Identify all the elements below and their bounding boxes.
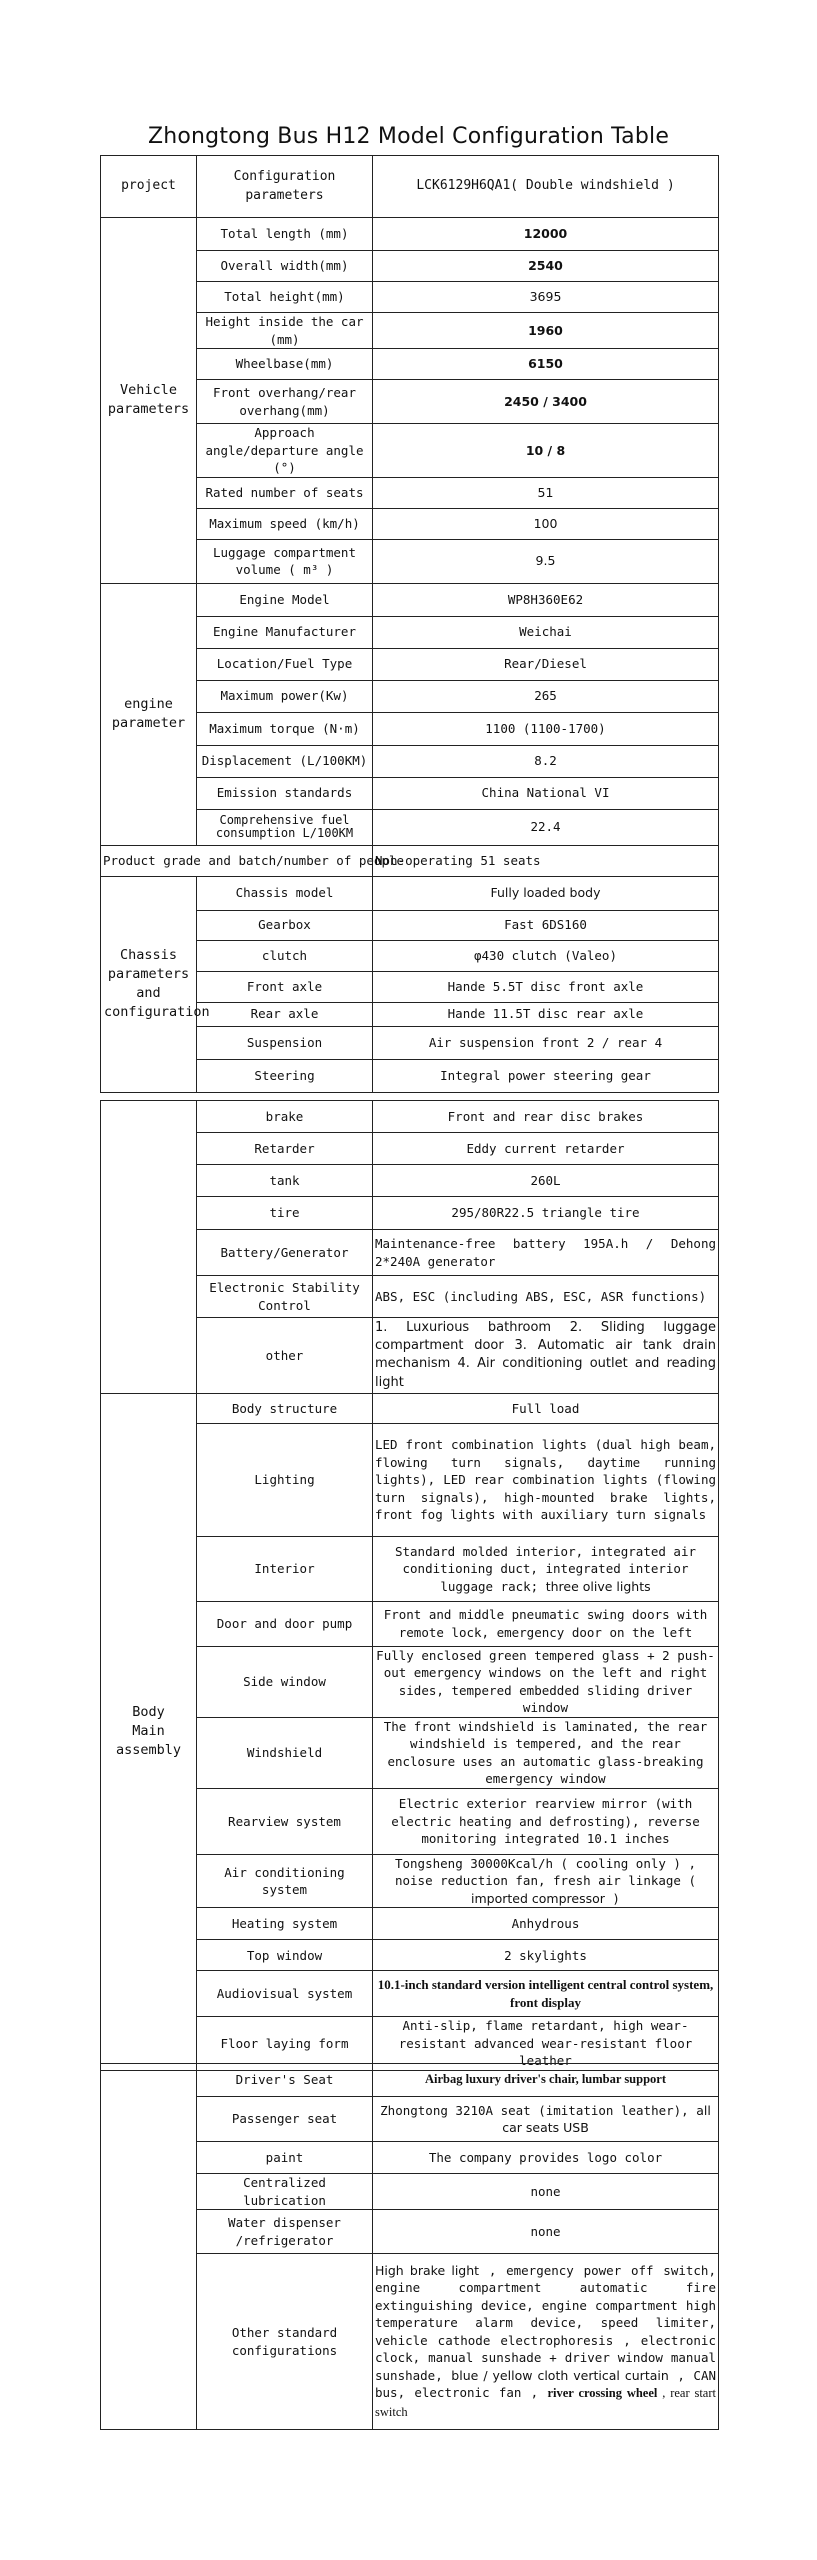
row-label: Overall width(mm) — [197, 251, 373, 282]
row-value — [373, 1536, 719, 1601]
row-value: Full load — [373, 1393, 719, 1423]
group-label: engine parameter — [111, 696, 186, 731]
row-value: 1. Luxurious bathroom 2. Sliding luggage compartment door 3. Automatic air tank drain mechanism 4. Air conditioning outlet and reading light — [373, 1318, 719, 1394]
row-value: Anti-slip, flame retardant, high wear-resistant advanced wear-resistant floor leather — [373, 2017, 719, 2071]
row-label: Total height(mm) — [197, 282, 373, 313]
row-label: Passenger seat — [197, 2097, 373, 2142]
row-value: WP8H360E62 — [373, 583, 719, 616]
row-value: Eddy current retarder — [373, 1133, 719, 1165]
group-vehicle-parameters — [101, 218, 197, 584]
header-parameters: Configuration parameters — [197, 156, 373, 218]
group-label: Body Main assembly — [115, 1704, 182, 1759]
table-row — [101, 2064, 719, 2097]
row-label: Front axle — [197, 971, 373, 1002]
passenger-seat-text: Zhongtong 3210A seat (imitation leather), — [380, 2102, 697, 2118]
row-value — [373, 2254, 719, 2430]
table-row — [101, 845, 719, 876]
row-label: Battery/Generator — [197, 1230, 373, 1276]
row-label: Approach angle/departure angle (°) — [197, 424, 373, 478]
row-value: Weichai — [373, 616, 719, 648]
other-config-part: , rear start switch — [375, 2386, 716, 2419]
row-label: Top window — [197, 1940, 373, 1971]
row-value: Electric exterior rearview mirror (with electric heating and defrosting), reverse monitoring integrated 10.1 inches — [373, 1788, 719, 1854]
row-label: Maximum speed (km/h) — [197, 508, 373, 539]
row-label: Rated number of seats — [197, 477, 373, 508]
row-value: 10 / 8 — [373, 424, 719, 478]
row-value: 260L — [373, 1165, 719, 1197]
table-row — [101, 1101, 719, 1133]
row-label: tire — [197, 1197, 373, 1230]
row-label: Heating system — [197, 1908, 373, 1940]
config-table-2 — [100, 1100, 719, 2071]
row-label: Interior — [197, 1536, 373, 1601]
row-value: 12000 — [373, 218, 719, 251]
row-label: Centralized lubrication — [197, 2174, 373, 2210]
row-value: 2450 / 3400 — [373, 380, 719, 424]
row-label: Windshield — [197, 1717, 373, 1788]
row-value: Maintenance-free battery 195A.h / Dehong 2*240A generator — [373, 1230, 719, 1276]
row-label: Displacement (L/100KM) — [197, 745, 373, 777]
row-value: Hande 11.5T disc rear axle — [373, 1002, 719, 1026]
row-label: Luggage compartment volume ( m³ ) — [197, 539, 373, 583]
ac-text-end: ) — [604, 1890, 620, 1906]
group-other-configuration — [101, 2064, 197, 2430]
row-value: Anhydrous — [373, 1908, 719, 1940]
row-label: Suspension — [197, 1026, 373, 1059]
other-config-part: , emergency power off switch, engine compartment automatic fire extinguishing device, engine compartment high temperature alarm device, speed limiter, vehicle cathode electrophoresis , electronic clock, manual sunshade + driver window manual sunshade, — [375, 2262, 716, 2383]
row-label: Rearview system — [197, 1788, 373, 1854]
row-label: Lighting — [197, 1423, 373, 1536]
row-label: Gearbox — [197, 910, 373, 940]
row-label: Water dispenser /refrigerator — [197, 2210, 373, 2254]
row-value: 8.2 — [373, 745, 719, 777]
interior-text: Standard molded interior, integrated air conditioning duct, integrated interior luggage rack; — [394, 1543, 697, 1594]
other-config-part: High brake light — [375, 2262, 480, 2278]
row-label: Driver's Seat — [197, 2064, 373, 2097]
row-value: 22.4 — [373, 809, 719, 845]
row-value: none — [373, 2210, 719, 2254]
table-row — [101, 1393, 719, 1423]
row-value: Integral power steering gear — [373, 1059, 719, 1092]
row-label: Rear axle — [197, 1002, 373, 1026]
row-label: Front overhang/rear overhang(mm) — [197, 380, 373, 424]
interior-olive-lights: three olive lights — [545, 1578, 651, 1594]
row-value: Fully loaded body — [373, 876, 719, 910]
row-label: Side window — [197, 1646, 373, 1717]
row-value: Hande 5.5T disc front axle — [373, 971, 719, 1002]
group-chassis-parameters — [101, 876, 210, 1092]
row-label: Maximum power(Kw) — [197, 680, 373, 712]
row-label: Emission standards — [197, 777, 373, 809]
row-value: 6150 — [373, 349, 719, 380]
other-config-part: river crossing wheel — [547, 2386, 658, 2401]
row-value: Fast 6DS160 — [373, 910, 719, 940]
row-value: 265 — [373, 680, 719, 712]
row-value: Rear/Diesel — [373, 648, 719, 680]
row-value: Front and rear disc brakes — [373, 1101, 719, 1133]
row-label: Air conditioning system — [197, 1854, 373, 1908]
row-label: tank — [197, 1165, 373, 1197]
row-label: Location/Fuel Type — [197, 648, 373, 680]
header-row — [101, 156, 719, 218]
page-title: Zhongtong Bus H12 Model Configuration Table — [147, 124, 670, 149]
header-model: LCK6129H6QA1( Double windshield ) — [373, 156, 719, 218]
product-grade-label: Product grade and batch/number of people — [101, 845, 373, 876]
group-chassis-continued — [101, 1101, 197, 1394]
row-value: 10.1-inch standard version intelligent central control system, front display — [373, 1971, 719, 2017]
header-project: project — [101, 156, 197, 218]
other-config-part: , CAN bus, electronic fan , — [375, 2367, 716, 2401]
row-label: clutch — [197, 940, 373, 971]
table-row — [101, 583, 719, 616]
other-config-part: blue / yellow cloth vertical curtain — [451, 2367, 669, 2383]
row-label: Comprehensive fuel consumption L/100KM — [197, 809, 373, 845]
row-label: Engine Manufacturer — [197, 616, 373, 648]
passenger-seat-usb: all car seats USB — [502, 2102, 711, 2135]
row-value: Front and middle pneumatic swing doors with remote lock, emergency door on the left — [373, 1601, 719, 1646]
config-table-1 — [100, 155, 719, 1093]
row-label: Wheelbase(mm) — [197, 349, 373, 380]
row-value: 1960 — [373, 313, 719, 349]
row-value: Fully enclosed green tempered glass + 2 push-out emergency windows on the left and right sides, tempered embedded sliding driver window — [373, 1646, 719, 1717]
row-label: Audiovisual system — [197, 1971, 373, 2017]
row-label: paint — [197, 2142, 373, 2174]
row-label: Chassis model — [197, 876, 373, 910]
row-label: Floor laying form — [197, 2017, 373, 2071]
row-label: Retarder — [197, 1133, 373, 1165]
row-value: 100 — [373, 508, 719, 539]
ac-imported-compressor: imported compressor — [471, 1890, 605, 1906]
row-value: Airbag luxury driver's chair, lumbar support — [373, 2064, 719, 2097]
row-label: other — [197, 1318, 373, 1394]
row-label: Other standard configurations — [197, 2254, 373, 2430]
row-label: Engine Model — [197, 583, 373, 616]
row-value: 9.5 — [373, 539, 719, 583]
row-value: φ430 clutch (Valeo) — [373, 940, 719, 971]
row-label: Electronic Stability Control — [197, 1276, 373, 1318]
row-label: Maximum torque (N·m) — [197, 712, 373, 745]
row-label: Total length (mm) — [197, 218, 373, 251]
row-value — [373, 2097, 719, 2142]
group-body-main-assembly — [101, 1393, 197, 2070]
table-row — [101, 218, 719, 251]
row-value: LED front combination lights (dual high beam, flowing turn signals, daytime running lights), LED rear combination lights (flowing turn signals), high-mounted brake lights, front fog lights with auxiliary turn signals — [373, 1423, 719, 1536]
row-value: China National VI — [373, 777, 719, 809]
row-label: Steering — [197, 1059, 373, 1092]
row-value: ABS, ESC (including ABS, ESC, ASR functions) — [373, 1276, 719, 1318]
group-label: Vehicle parameters — [107, 382, 190, 418]
row-value: 2540 — [373, 251, 719, 282]
ac-text: Tongsheng 30000Kcal/h ( cooling only ) , noise reduction fan, fresh air linkage ( — [394, 1855, 697, 1889]
row-label: Body structure — [197, 1393, 373, 1423]
row-label: Door and door pump — [197, 1601, 373, 1646]
config-table-3 — [100, 2063, 719, 2430]
row-value: none — [373, 2174, 719, 2210]
group-label: Chassis parameters and configuration — [104, 947, 210, 1020]
group-engine-parameter — [101, 583, 197, 845]
product-grade-value: Non-operating 51 seats — [373, 845, 719, 876]
row-label: brake — [197, 1101, 373, 1133]
row-value: 1100 (1100-1700) — [373, 712, 719, 745]
row-value: The front windshield is laminated, the rear windshield is tempered, and the rear enclosure uses an automatic glass-breaking emergency window — [373, 1717, 719, 1788]
row-value: 51 — [373, 477, 719, 508]
row-value — [373, 1854, 719, 1908]
row-value: 2 skylights — [373, 1940, 719, 1971]
row-label: Height inside the car (mm) — [197, 313, 373, 349]
row-value: 295/80R22.5 triangle tire — [373, 1197, 719, 1230]
table-row — [101, 876, 719, 910]
row-value: Air suspension front 2 / rear 4 — [373, 1026, 719, 1059]
row-value: 3695 — [373, 282, 719, 313]
row-value: The company provides logo color — [373, 2142, 719, 2174]
